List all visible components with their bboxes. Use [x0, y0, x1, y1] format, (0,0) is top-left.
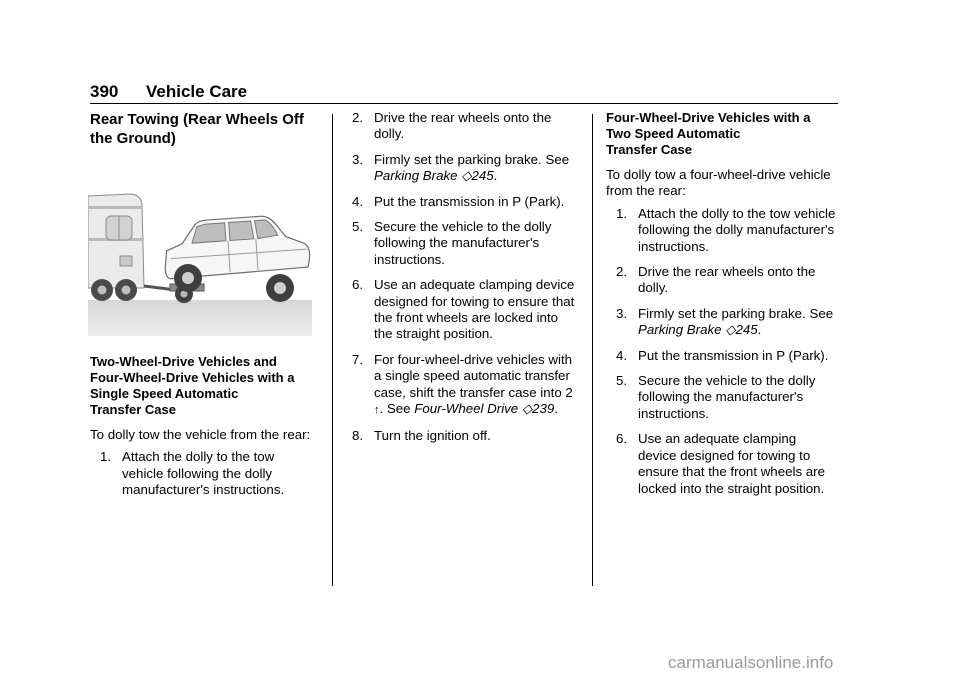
cross-reference-link[interactable]: Parking Brake [374, 168, 458, 184]
step-text: For four-wheel-drive vehicles with a single speed automatic transfer case, shift the transfer case into 2 [374, 351, 573, 400]
page-ref-icon: ◇ [461, 168, 472, 184]
header-rule [90, 103, 838, 104]
page-number: 390 [90, 82, 119, 101]
list-item [352, 219, 580, 268]
step-number: 6. [352, 277, 364, 293]
list-item [352, 194, 580, 210]
running-title: Vehicle Care [146, 82, 248, 101]
list-item [616, 348, 838, 364]
step-text: Attach the dolly to the tow vehicle following the dolly manufacturer's instructions. [638, 205, 836, 254]
column-divider [332, 114, 333, 586]
intro-text: To dolly tow a four-wheel-drive vehicle from the rear: [606, 167, 831, 199]
list-item: 3. Firmly set the parking brake. See Parking Brake ◇245. [352, 151, 570, 184]
step-number: 7. [352, 351, 364, 367]
page-ref-icon: ◇ [725, 322, 736, 338]
page-ref-icon: ◇ [521, 401, 533, 417]
page-ref-number[interactable]: 245 [735, 322, 758, 338]
list-item [352, 277, 580, 343]
step-number: 8. [352, 427, 364, 443]
arrow-up-icon: ↑ [374, 404, 380, 417]
sub-heading: Four-Wheel-Drive Vehicles with a Two Speed Automatic Transfer Case [606, 110, 811, 157]
step-text: Drive the rear wheels onto the dolly. [374, 110, 552, 142]
list-item [352, 428, 580, 444]
column-2 [352, 110, 580, 453]
step-number: 3. [352, 151, 364, 167]
step-number: 1. [616, 205, 628, 221]
column-1 [90, 110, 318, 508]
list-item [616, 206, 838, 255]
towing-illustration [88, 160, 312, 336]
step-text: Secure the vehicle to the dolly following the manufacturer's instructions. [374, 219, 552, 267]
step-number: 4. [352, 193, 364, 209]
column-divider [592, 114, 593, 586]
step-number: 1. [100, 449, 112, 465]
list-item [616, 431, 838, 497]
step-text: Use an adequate clamping device designed for towing to ensure that the front wheels are locked into the straight position. [638, 431, 826, 496]
column-3 [606, 110, 838, 506]
section-heading: Rear Towing (Rear Wheels Off the Ground) [90, 111, 304, 147]
cross-reference-link[interactable]: Four-Wheel Drive [414, 401, 519, 417]
step-text: Put the transmission in P (Park). [374, 193, 565, 209]
list-item: 7. For four-wheel-drive vehicles with a single speed automatic transfer case, shift the transfer case into 2 ↑. See Four-Wheel Drive ◇239. [352, 351, 573, 417]
list-item [352, 110, 580, 143]
step-text: Put the transmission in P (Park). [638, 347, 829, 363]
step-number: 5. [616, 373, 628, 389]
list-item: 3. Firmly set the parking brake. See Parking Brake ◇245. [616, 305, 834, 338]
step-number: 6. [616, 431, 628, 447]
step-text: Attach the dolly to the tow vehicle following the dolly manufacturer's instructions. [122, 449, 285, 498]
step-list [606, 206, 838, 497]
step-text: Use an adequate clamping device designed for towing to ensure that the front wheels are locked into the straight position. [374, 277, 575, 342]
step-list [352, 110, 580, 444]
watermark: carmanualsonline.info [668, 653, 834, 672]
step-number: 3. [616, 305, 628, 321]
step-list [90, 449, 318, 498]
page-ref-number[interactable]: 239 [532, 401, 555, 417]
step-text: Secure the vehicle to the dolly following the manufacturer's instructions. [638, 373, 816, 421]
step-text: Firmly set the parking brake. See [374, 151, 570, 167]
intro-text: To dolly tow the vehicle from the rear: [90, 427, 311, 442]
step-number: 4. [616, 347, 628, 363]
step-text: Firmly set the parking brake. See [638, 305, 834, 321]
step-text: Drive the rear wheels onto the dolly. [638, 264, 816, 296]
rv-towing-suv-icon [88, 160, 312, 336]
step-number: 5. [352, 219, 364, 235]
list-item [616, 264, 838, 297]
cross-reference-link[interactable]: Parking Brake [638, 322, 722, 338]
step-number: 2. [616, 264, 628, 280]
sub-heading: Two-Wheel-Drive Vehicles and Four-Wheel-Drive Vehicles with a Single Speed Automatic Transfer Case [90, 354, 295, 417]
list-item [616, 373, 838, 422]
step-text: Turn the ignition off. [374, 427, 491, 443]
step-number: 2. [352, 110, 364, 125]
list-item [100, 449, 318, 498]
page-ref-number[interactable]: 245 [471, 168, 494, 184]
